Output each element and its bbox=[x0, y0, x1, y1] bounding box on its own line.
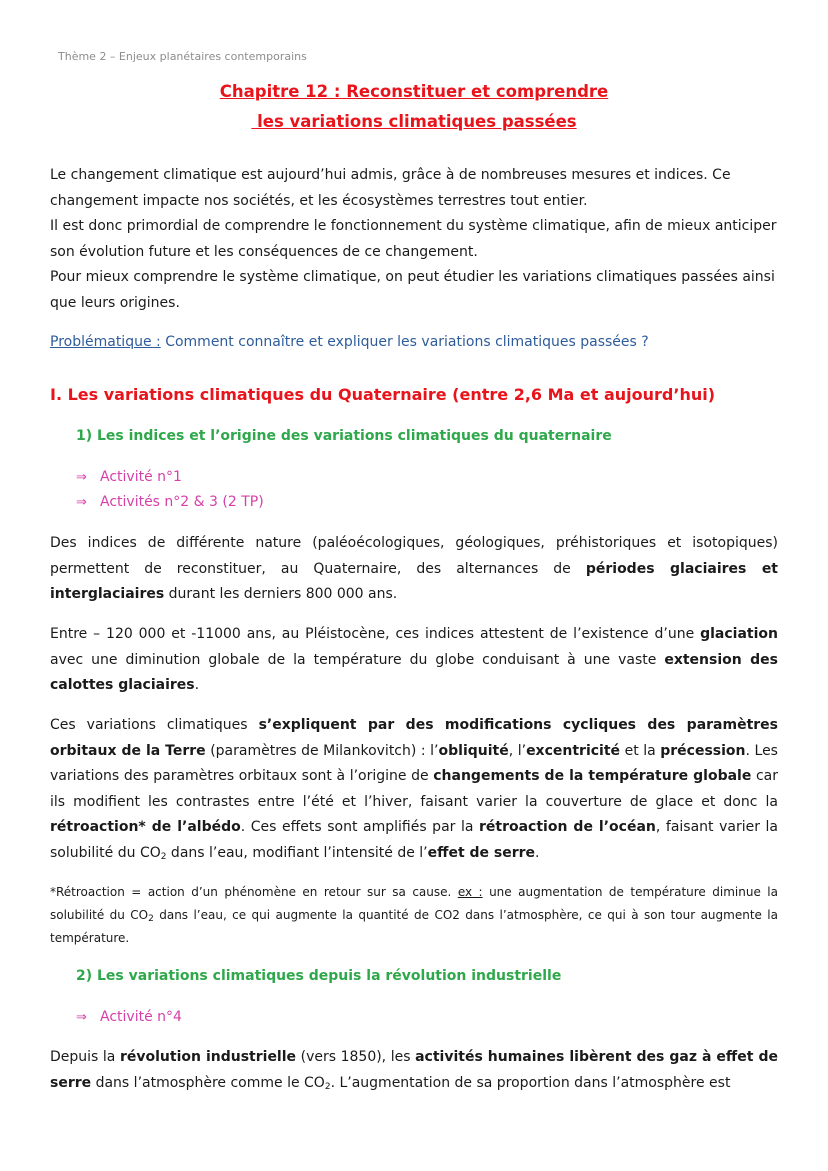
underlined-span: ex : bbox=[457, 885, 483, 899]
arrow-icon: ⇒ bbox=[76, 1010, 87, 1025]
bold-span: rétroaction de l’océan bbox=[479, 819, 656, 835]
text-span: (paramètres de Milankovitch) : l’ bbox=[205, 742, 439, 759]
text-span: dans l’atmosphère comme le CO bbox=[91, 1074, 325, 1091]
problematique-question: Comment connaître et expliquer les variations climatiques passées ? bbox=[160, 334, 649, 350]
text-span: avec une diminution globale de la température du globe conduisant à une vaste bbox=[50, 651, 665, 668]
text-span: dans l’eau, ce qui augmente la quantité de CO2 dans l’atmosphère, ce qui à son tour augmente la température. bbox=[50, 908, 778, 945]
text-span: et la bbox=[620, 742, 661, 759]
paragraph-milankovitch bbox=[50, 713, 778, 866]
text-span: Des indices de différente nature (paléoécologiques, géologiques, préhistoriques et isotopiques) permettent de reconstituer, au Quaternaire, des alternances de bbox=[50, 535, 778, 577]
intro-paragraph bbox=[50, 163, 778, 316]
bold-span: excentricité bbox=[526, 742, 621, 759]
subsection-1-title: 1) Les indices et l’origine des variations climatiques du quaternaire bbox=[76, 428, 612, 444]
bold-span: glaciation bbox=[700, 626, 778, 642]
activity-1-label: Activité n°1 bbox=[100, 469, 182, 485]
intro-sentence-3: Pour mieux comprendre le système climatique, on peut étudier les variations climatiques passées ainsi que leurs origines. bbox=[50, 269, 775, 311]
activity-2-3 bbox=[76, 494, 264, 510]
text-span: . bbox=[535, 844, 540, 861]
paragraph-glaciation bbox=[50, 622, 778, 699]
chapter-title bbox=[0, 77, 828, 137]
arrow-icon: ⇒ bbox=[76, 495, 87, 510]
paragraph-indices bbox=[50, 531, 778, 608]
problematique-label: Problématique : bbox=[50, 334, 161, 350]
text-span: Entre – 120 000 et -11000 ans, au Pléistocène, ces indices attestent de l’existence d’une bbox=[50, 626, 701, 642]
text-span: *Rétroaction = action d’un phénomène en retour sur sa cause. bbox=[50, 885, 458, 899]
paragraph-industrial bbox=[50, 1045, 778, 1096]
chapter-title-line-2: les variations climatiques passées bbox=[251, 112, 577, 131]
text-span: . Les variations des paramètres orbitaux sont à l’origine de bbox=[50, 742, 778, 784]
chapter-title-line-1: Chapitre 12 : Reconstituer et comprendre bbox=[219, 82, 609, 101]
subscript: 2 bbox=[324, 1081, 331, 1092]
bold-span: obliquité bbox=[438, 742, 509, 759]
bold-span: périodes glaciaires et interglaciaires bbox=[50, 560, 779, 602]
text-span: une augmentation de température diminue la solubilité du CO bbox=[50, 885, 778, 922]
subscript: 2 bbox=[148, 914, 154, 924]
intro-sentence-2: Il est donc primordial de comprendre le fonctionnement du système climatique, afin de mieux anticiper son évolution future et les conséquences de ce changement. bbox=[50, 218, 777, 260]
bold-span: changements de la température globale bbox=[433, 768, 752, 784]
bold-span: précession bbox=[660, 742, 746, 759]
bold-span: s’expliquent par des modifications cycliques des paramètres orbitaux de la Terre bbox=[50, 717, 778, 759]
text-span: Ces variations climatiques bbox=[50, 717, 259, 733]
text-span: (vers 1850), les bbox=[296, 1049, 416, 1065]
text-span: car ils modifient les contrastes entre l’été et l’hiver, faisant varier la couverture de glace et donc la bbox=[50, 768, 778, 810]
text-span: , l’ bbox=[508, 742, 527, 759]
activity-1 bbox=[76, 469, 182, 485]
activity-4-label: Activité n°4 bbox=[100, 1009, 182, 1025]
arrow-icon: ⇒ bbox=[76, 470, 87, 485]
page-header: Thème 2 – Enjeux planétaires contemporains bbox=[58, 50, 307, 63]
bold-span: effet de serre bbox=[427, 844, 536, 861]
activity-4 bbox=[76, 1009, 182, 1025]
activity-2-3-label: Activités n°2 & 3 (2 TP) bbox=[100, 494, 264, 510]
text-span: dans l’eau, modifiant l’intensité de l’ bbox=[166, 844, 428, 861]
bold-span: révolution industrielle bbox=[119, 1049, 297, 1065]
intro-sentence-1: Le changement climatique est aujourd’hui admis, grâce à de nombreuses mesures et indices. Ce changement impacte nos sociétés, et les écosystèmes terrestres tout entier. bbox=[50, 167, 731, 209]
subsection-2-title: 2) Les variations climatiques depuis la révolution industrielle bbox=[76, 968, 562, 984]
text-span: . L’augmentation de sa proportion dans l’atmosphère est bbox=[330, 1074, 731, 1091]
problematique bbox=[50, 330, 778, 356]
text-span: , faisant varier la solubilité du CO bbox=[50, 819, 778, 861]
text-span: . bbox=[194, 677, 200, 693]
bold-span: rétroaction* de l’albédo bbox=[50, 819, 241, 835]
bold-span: extension des calottes glaciaires bbox=[50, 651, 779, 693]
bold-span: activités humaines libèrent des gaz à effet de serre bbox=[50, 1049, 778, 1091]
text-span: durant les derniers 800 000 ans. bbox=[164, 586, 398, 602]
footnote-retroaction bbox=[50, 881, 778, 950]
section-1-title: I. Les variations climatiques du Quaternaire (entre 2,6 Ma et aujourd’hui) bbox=[50, 385, 716, 404]
text-span: Depuis la bbox=[50, 1049, 120, 1065]
subscript: 2 bbox=[160, 851, 167, 862]
text-span: . Ces effets sont amplifiés par la bbox=[240, 819, 479, 835]
